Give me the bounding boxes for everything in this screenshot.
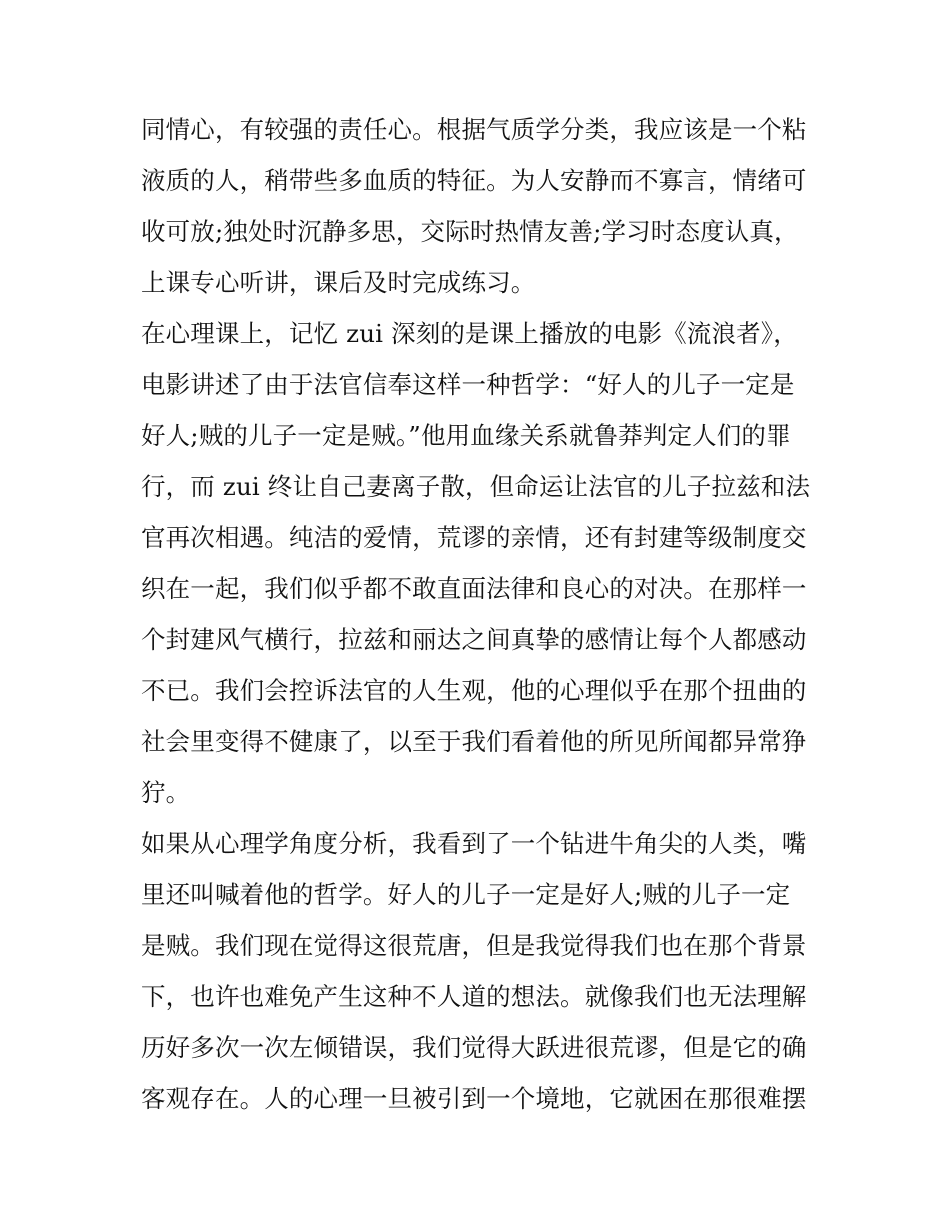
text-line: 客观存在。人的心理一旦被引到一个境地，它就困在那很难摆 [141,1084,807,1113]
text-line: 里还叫喊着他的哲学。好人的儿子一定是好人;贼的儿子一定 [141,880,791,909]
text-line: 电影讲述了由于法官信奉这样一种哲学：“好人的儿子一定是 [141,370,795,399]
text-line: 液质的人，稍带些多血质的特征。为人安静而不寡言，情绪可 [141,166,807,195]
text-line: 如果从心理学角度分析，我看到了一个钻进牛角尖的人类，嘴 [141,829,807,858]
text-line: 行，而 zui 终让自己妻离子散，但命运让法官的儿子拉兹和法 [141,472,811,501]
text-line: 收可放;独处时沉静多思，交际时热情友善;学习时态度认真， [141,217,799,246]
text-line: 上课专心听讲，课后及时完成练习。 [141,268,536,297]
text-line: 好人;贼的儿子一定是贼。”他用血缘关系就鲁莽判定人们的罪 [141,421,791,450]
text-line: 历好多次一次左倾错误，我们觉得大跃进很荒谬，但是它的确 [141,1033,807,1062]
text-line: 下，也许也难免产生这种不人道的想法。就像我们也无法理解 [141,982,807,1011]
text-line: 在心理课上，记忆 zui 深刻的是课上播放的电影《流浪者》， [141,319,798,348]
text-line: 织在一起，我们似乎都不敢直面法律和良心的对决。在那样一 [141,574,807,603]
text-line: 同情心，有较强的责任心。根据气质学分类，我应该是一个粘 [141,115,807,144]
text-line: 社会里变得不健康了，以至于我们看着他的所见所闻都异常狰 [141,727,807,756]
text-line: 个封建风气横行，拉兹和丽达之间真挚的感情让每个人都感动 [141,625,807,654]
text-line: 狞。 [141,778,191,807]
text-line: 不已。我们会控诉法官的人生观，他的心理似乎在那个扭曲的 [141,676,807,705]
text-line: 官再次相遇。纯洁的爱情，荒谬的亲情，还有封建等级制度交 [141,523,807,552]
text-line: 是贼。我们现在觉得这很荒唐，但是我觉得我们也在那个背景 [141,931,807,960]
